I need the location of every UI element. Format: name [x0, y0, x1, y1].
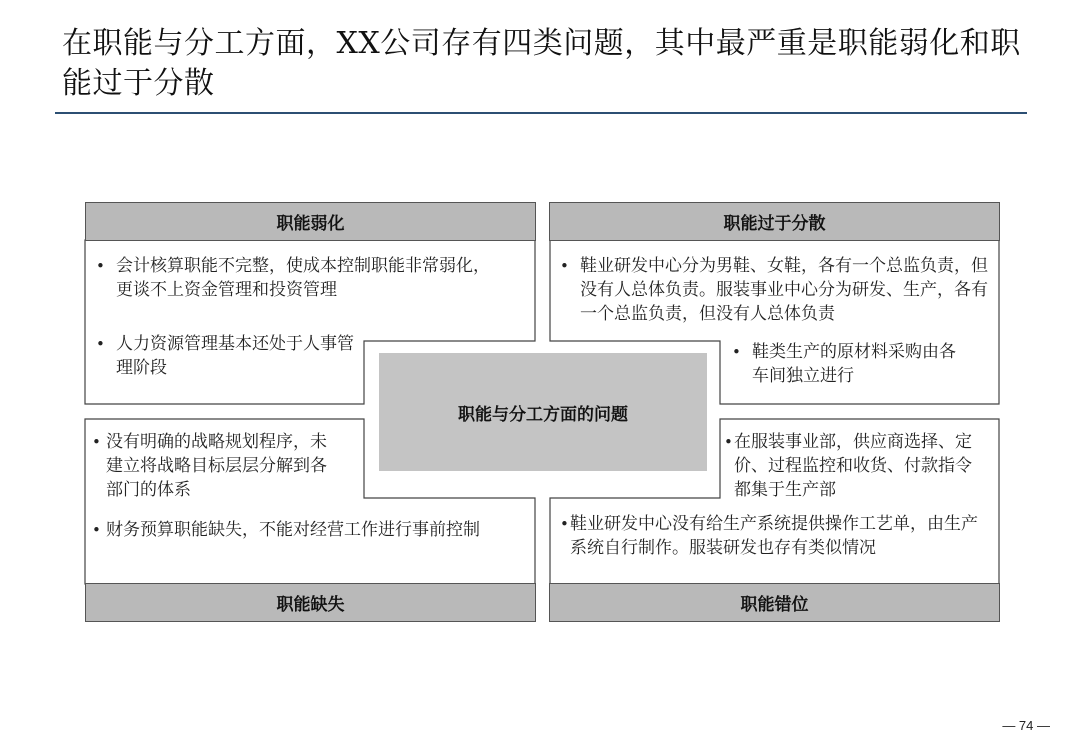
dispersed-item-2: 鞋类生产的原材料采购由各车间独立进行: [752, 342, 956, 386]
missing-item-1: 没有明确的战略规划程序，未建立将战略目标层层分解到各部门的体系: [106, 432, 327, 500]
bullet-icon: •: [96, 257, 105, 275]
bullet-icon: •: [560, 257, 569, 275]
bullet-icon: •: [724, 433, 733, 451]
header-weakened-functions: 职能弱化: [85, 202, 536, 241]
misplaced-item-1: 在服装事业部，供应商选择、定价、过程监控和收货、付款指令都集于生产部: [734, 432, 972, 500]
header-misplaced-functions: 职能错位: [549, 583, 1000, 622]
center-topic-box: 职能与分工方面的问题: [379, 353, 707, 471]
dispersed-item-1: 鞋业研发中心分为男鞋、女鞋，各有一个总监负责，但没有人总体负责。服装事业中心分为研发、生产，各有一个总监负责，但没有人总体负责: [580, 256, 988, 324]
weakened-item-2: 人力资源管理基本还处于人事管理阶段: [116, 334, 354, 378]
bullet-icon: •: [92, 433, 101, 451]
bullet-icon: •: [96, 335, 105, 353]
bullet-icon: •: [560, 515, 569, 533]
weakened-item-1: 会计核算职能不完整，使成本控制职能非常弱化，更谈不上资金管理和投资管理: [116, 256, 490, 300]
header-missing-functions: 职能缺失: [85, 583, 536, 622]
page-title: 在职能与分工方面，XX公司存有四类问题，其中最严重是职能弱化和职能过于分散: [62, 26, 1021, 101]
page-number: — 74 —: [1002, 718, 1050, 733]
header-dispersed-functions: 职能过于分散: [549, 202, 1000, 241]
misplaced-item-2: 鞋业研发中心没有给生产系统提供操作工艺单，由生产系统自行制作。服装研发也存有类似情况: [570, 514, 978, 558]
bullet-icon: •: [92, 521, 101, 539]
missing-item-2: 财务预算职能缺失，不能对经营工作进行事前控制: [106, 520, 480, 540]
bullet-icon: •: [732, 343, 741, 361]
